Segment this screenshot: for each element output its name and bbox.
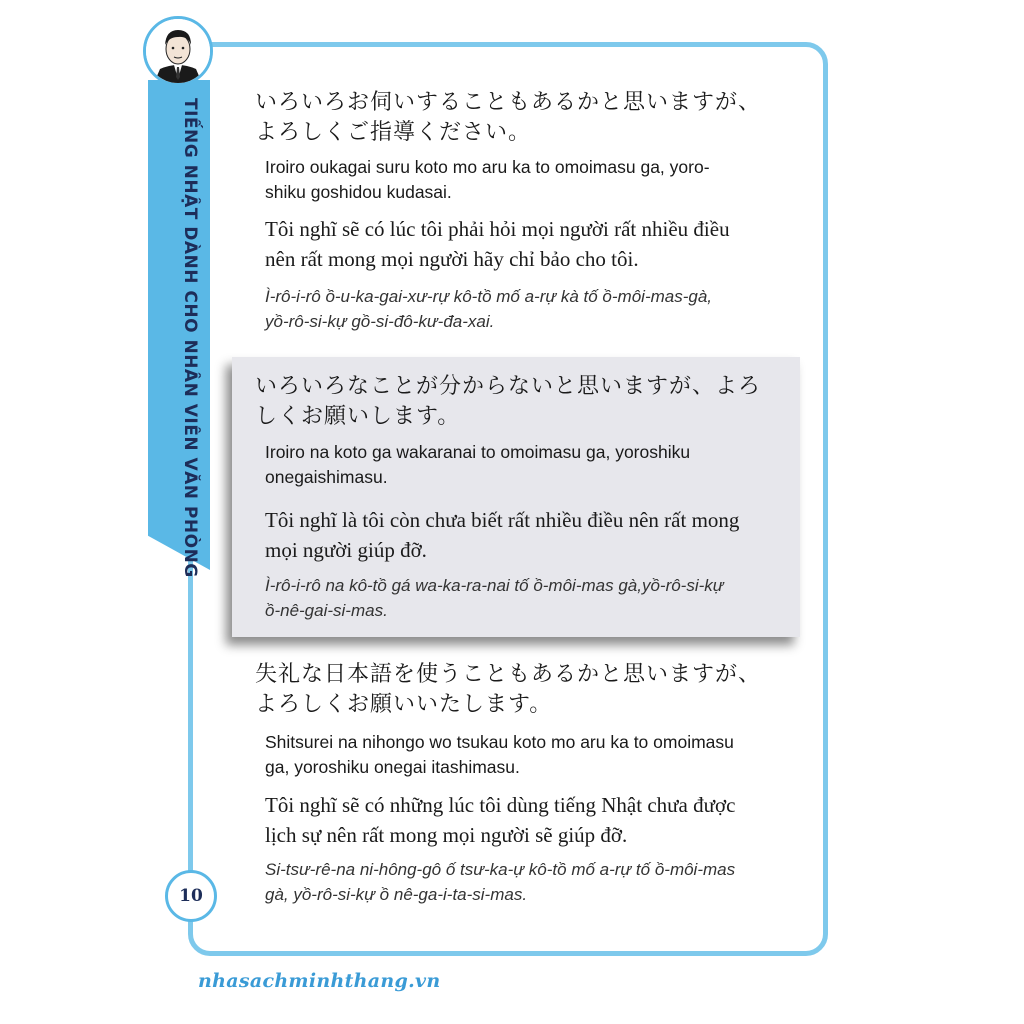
japanese-line: 失礼な日本語を使うこともあるかと思いますが、 xyxy=(255,662,762,687)
vietnamese-line: mọi người giúp đỡ. xyxy=(265,538,427,562)
japanese-line: よろしくご指導ください。 xyxy=(255,120,532,145)
japanese-line: しくお願いします。 xyxy=(255,404,461,429)
romaji-line: ga, yoroshiku onegai itashimasu. xyxy=(265,757,520,777)
romaji-line: Iroiro oukagai suru koto mo aru ka to omoimasu ga, yoro- xyxy=(265,157,710,177)
pronunciation-block-3 xyxy=(265,857,815,907)
pronunciation-line: ồ-nê-gai-si-mas. xyxy=(265,601,388,620)
romaji-block-1 xyxy=(265,155,810,205)
romaji-block-3 xyxy=(265,730,810,780)
phrase-entry-3 xyxy=(255,660,815,720)
japanese-line: よろしくお願いいたします。 xyxy=(255,692,553,717)
vietnamese-block-2 xyxy=(265,505,795,565)
pronunciation-line: Ì-rô-i-rô ồ-u-ka-gai-xư-rự kô-tồ mố a-rự kà tố ồ-môi-mas-gà, xyxy=(265,287,713,306)
vietnamese-line: lịch sự nên rất mong mọi người sẽ giúp đỡ. xyxy=(265,823,628,847)
phrase-entry-1 xyxy=(255,88,815,148)
romaji-line: shiku goshidou kudasai. xyxy=(265,182,452,202)
japanese-line: いろいろお伺いすることもあるかと思いますが、 xyxy=(255,90,762,115)
pronunciation-line: Si-tsư-rê-na ni-hông-gô ố tsư-ka-ự kô-tồ mố a-rự tố ồ-môi-mas xyxy=(265,860,736,879)
vietnamese-block-1 xyxy=(265,214,815,274)
vietnamese-line: Tôi nghĩ sẽ có những lúc tôi dùng tiếng Nhật chưa được xyxy=(265,793,736,817)
pronunciation-block-2 xyxy=(265,573,795,623)
phrase-entry-2 xyxy=(255,372,800,432)
vietnamese-line: Tôi nghĩ sẽ có lúc tôi phải hỏi mọi người rất nhiều điều xyxy=(265,217,730,241)
book-title: TIẾNG NHẬT DÀNH CHO NHÂN VIÊN VĂN PHÒNG xyxy=(180,98,200,578)
japanese-line: いろいろなことが分からないと思いますが、よろ xyxy=(255,374,762,399)
romaji-line: Shitsurei na nihongo wo tsukau koto mo aru ka to omoimasu xyxy=(265,732,734,752)
romaji-line: onegaishimasu. xyxy=(265,467,388,487)
publisher-website: nhasachminhthang.vn xyxy=(198,970,441,992)
avatar xyxy=(143,16,213,86)
romaji-block-2 xyxy=(265,440,795,490)
pronunciation-line: yồ-rô-si-kự gồ-si-đô-kư-đa-xai. xyxy=(265,312,495,331)
pronunciation-block-1 xyxy=(265,284,815,334)
pronunciation-line: Ì-rô-i-rô na kô-tồ gá wa-ka-ra-nai tố ồ-môi-mas gà,yồ-rô-si-kự xyxy=(265,576,724,595)
vietnamese-line: Tôi nghĩ là tôi còn chưa biết rất nhiều điều nên rất mong xyxy=(265,508,740,532)
businessman-illustration-icon xyxy=(146,19,210,83)
romaji-line: Iroiro na koto ga wakaranai to omoimasu ga, yoroshiku xyxy=(265,442,691,462)
vietnamese-line: nên rất mong mọi người hãy chỉ bảo cho tôi. xyxy=(265,247,639,271)
page-number: 10 xyxy=(165,870,217,922)
pronunciation-line: gà, yồ-rô-si-kự ồ nê-ga-i-ta-si-mas. xyxy=(265,885,528,904)
vietnamese-block-3 xyxy=(265,790,815,850)
